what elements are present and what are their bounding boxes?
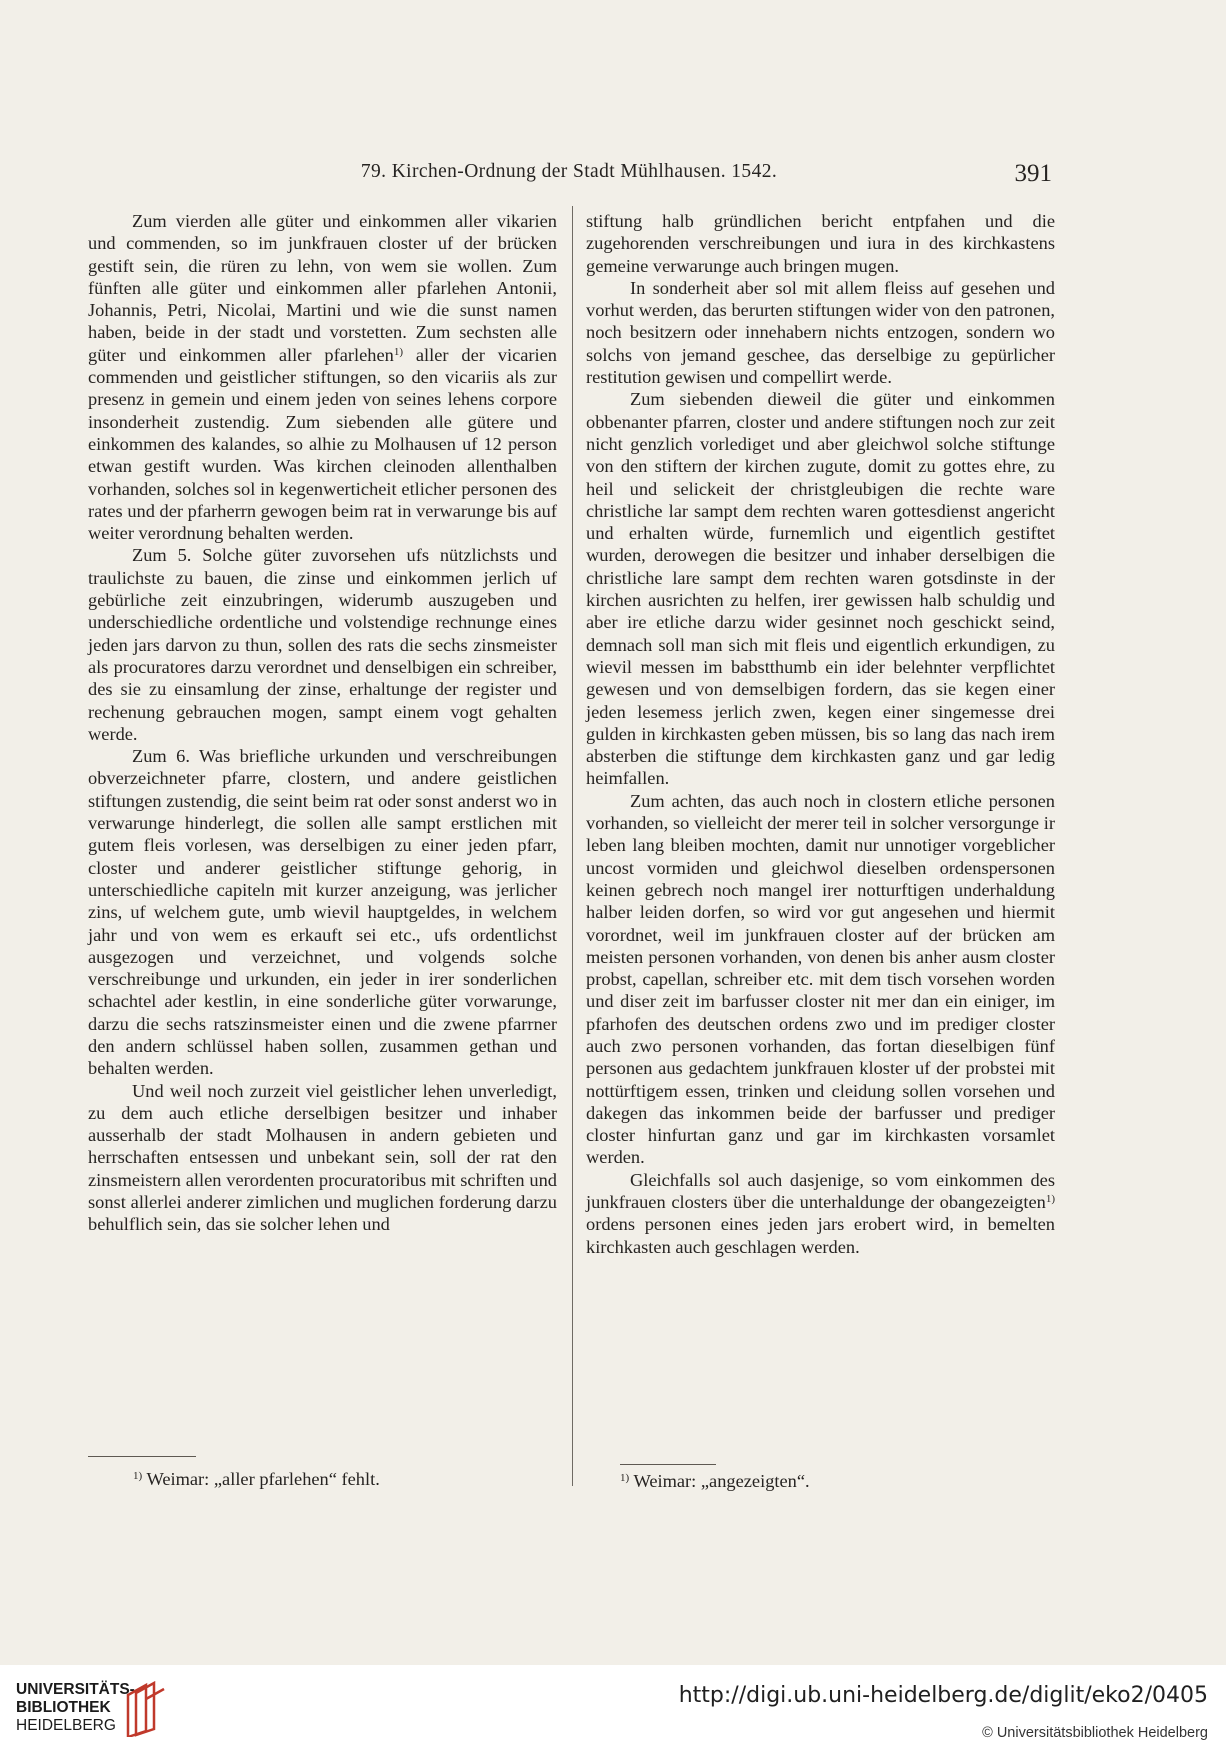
paragraph: Gleichfalls sol auch dasjenige, so vom einkommen des junkfrauen closters über die unterhaldunge der obangezeigten$^{1)}$ ordens personen eines jeden jars erobert wird, in bemelten kirchkasten auch geschlagen werden. xyxy=(586,1169,1055,1257)
paragraph: Zum 6. Was briefliche urkunden und verschreibungen obverzeichneter pfarre, clostern, und andere geistlichen stiftungen zustendig, die seint beim rat oder sonst anderst wo in verwarunge hinderlegt, die sollen alle sampt erstlichen mit gutem fleis vorlesen, was derselbigen zu einer jeden pfarr, closter und anderer geistlicher stiftunge gehorig, in unterschiedliche capiteln mit kurzer anzeigung, was jerlicher zins, uf welchem gute, umb wievil hauptgeldes, in welchem jahr und von wem es erkauft sei etc., ufs ordentlichst ausgezogen und verzeichnet, und volgends solche verschreibunge und urkunden, ein jeder in irer sonderlichen schachtel ader kestlin, in eine sonderliche güter vorwarunge, darzu die sechs ratszinsmeister einen und die zwene pfarrner den andern schlüssel haben sollen, zusammen gethan und behalten werden. xyxy=(88,746,557,1079)
footnote-marker: 1) xyxy=(1045,1193,1055,1206)
paragraph: Zum 5. Solche güter zuvorsehen ufs nützlichsts und traulichste zu bauen, die zinse und einkommen jerlich uf gebürliche zeit einzubringen, widerumb auszugeben und underschiedliche ordentliche und volstendige rechnunge eines jeden jars darvon zu thun, sollen des rats die sechs zinsmeister als procuratores darzu verordnet und denselbigen ein schreiber, des sie zu einsamlung der zinse, erhaltunge der register und rechenung gebrauchen mogen, sampt einem vogt gehalten werde. xyxy=(88,545,557,744)
page-header xyxy=(86,161,1052,193)
paragraph: Und weil noch zurzeit viel geistlicher lehen unverledigt, zu dem auch etliche derselbigen besitzer und inhaber ausserhalb der stadt Molhausen in andern gebieten und herrschaften entsessen und unbekant sein, soll der rat den zinsmeistern allen verordenten procuratoribus mit schriften und sonst allerlei anderer zimlichen und muglichen forderung darzu behulflich sein, das sie solcher lehen und xyxy=(88,1080,557,1235)
paragraph: Zum achten, das auch noch in clostern etliche personen vorhanden, so vielleicht der merer teil in solcher versorgunge ir leben lang bleiben mochten, damit nur unnotiger vorgeblicher uncost vormiden und gleichwol dieselben ordenspersonen keinen gebrech noch mangel irer notturftigen underhaldung halber leiden dorfen, so wird vor gut angesehen und hiermit vorordnet, weil im junkfrauen closter auf der brücken am meisten personen vorhanden, von denen bis anher ausm closter probst, capellan, schreiber etc. mit dem tisch vorsehen worden und diser zeit im barfusser closter nit mer dan ein einiger, im pfarhofen des deutschen ordens zwo und im prediger closter auch zwo personen vorhanden, das fortan dieselbigen fünf personen aus gedachtem junkfrauen kloster uf der probstei mit nottürftigem essen, trinken und cleidung sollen vorsehen und dakegen das inkommen beide der barfusser und prediger closter hinfurtan ganz und gar im kirchkasten vorsamlet werden. xyxy=(586,790,1055,1168)
page-number: 391 xyxy=(1014,160,1052,187)
paragraph: In sonderheit aber sol mit allem fleiss auf gesehen und vorhut werden, das berurten stiftungen wider von den patronen, noch besitzern oder innehabern nichts entzogen, sondern wo solchs von jemand geschee, das derselbige zu gepürlicher restitution gewisen und compellirt werde. xyxy=(586,277,1055,388)
footnote: $^{1)}$ Weimar: „aller pfarlehen“ fehlt. xyxy=(133,1469,380,1489)
running-title: 79. Kirchen-Ordnung der Stadt Mühlhausen. 1542. xyxy=(360,161,778,182)
paragraph: stiftung halb gründlichen bericht entpfahen und die zugehorenden verschreibungen und iura in des kirchkastens gemeine verwarunge auch bringen mugen. xyxy=(586,211,1055,276)
column-divider xyxy=(572,206,573,1486)
footnote-rule xyxy=(88,1456,196,1457)
footnote-rule xyxy=(620,1464,716,1465)
footer-bar xyxy=(0,1665,1226,1757)
library-name: UNIVERSITÄTS- BIBLIOTHEK HEIDELBERG xyxy=(16,1681,135,1734)
library-logo[interactable] xyxy=(16,1681,216,1747)
left-column xyxy=(88,210,557,1236)
paragraph: Zum siebenden dieweil die güter und einkommen obbenanter pfarren, closter und andere stiftungen noch zur zeit nicht genzlich vorlediget und aber gleichwol solche stiftunge von den stiftern der kirchen zugute, domit zu gottes ehre, zu heil und selickeit der christgleubigen die rechte ware christliche lar sampt dem rechten waren gottesdienst angericht und erhalten würde, furnemlich und eigentlich gestiftet wurden, derowegen die besitzer und inhaber derselbigen die christliche lare sampt dem rechten waren gotsdinste in der kirchen ausrichten zu helfen, irer gewissen halb schuldig und aber ire etliche darzu wider gesinnet noch geschickt seind, demnach soll man sich mit fleis und eigentlich erkundigen, zu wievil messen im babstthumb ein ider belehnter verpflichtet gewesen und von demselbigen fordern, das sie kegen einer jeden lesemess jerlich zwen, kegen einer singemesse drei gulden in kirchkasten geben müssen, bis so lang das nach irem absterben die stiftunge dem kirchkasten ganz und gar ledig heimfallen. xyxy=(586,389,1055,789)
copyright-notice: © Universitätsbibliothek Heidelberg xyxy=(982,1725,1208,1741)
footnote: $^{1)}$ Weimar: „angezeigten“. xyxy=(620,1471,810,1491)
source-url-link[interactable]: http://digi.ub.uni-heidelberg.de/diglit/eko2/0405 xyxy=(678,1683,1208,1708)
library-emblem-icon xyxy=(124,1681,170,1737)
right-column xyxy=(586,210,1055,1258)
paragraph: Zum vierden alle güter und einkommen aller vikarien und commenden, so im junkfrauen closter uf der brücken gestift sein, die rüren zu lehn, von wem sie wollen. Zum fünften alle güter und einkommen aller pfarlehen Antonii, Johannis, Petri, Nicolai, Martini und wie die sunst namen haben, beide in der stadt und vorstetten. Zum sechsten alle güter und einkommen aller pfarlehen$^{1)}$ aller der vicarien commenden und geistlicher stiftungen, so den vicariis als zur presenz in gemein und einem jeden von seines lehens corpore insonderheit zustendig. Zum siebenden alle gütere und einkommen des kalandes, so alhie zu Molhausen uf 12 person etwan gestift wurden. Was kirchen cleinoden allenthalben vorhanden, solches sol in kegenwerticheit etlicher personen des rates und der pfarherrn gewogen beim rat in verwarunge bis auf weiter verordnung behalten werden. xyxy=(88,211,557,544)
footnote-marker: 1) xyxy=(393,345,403,358)
